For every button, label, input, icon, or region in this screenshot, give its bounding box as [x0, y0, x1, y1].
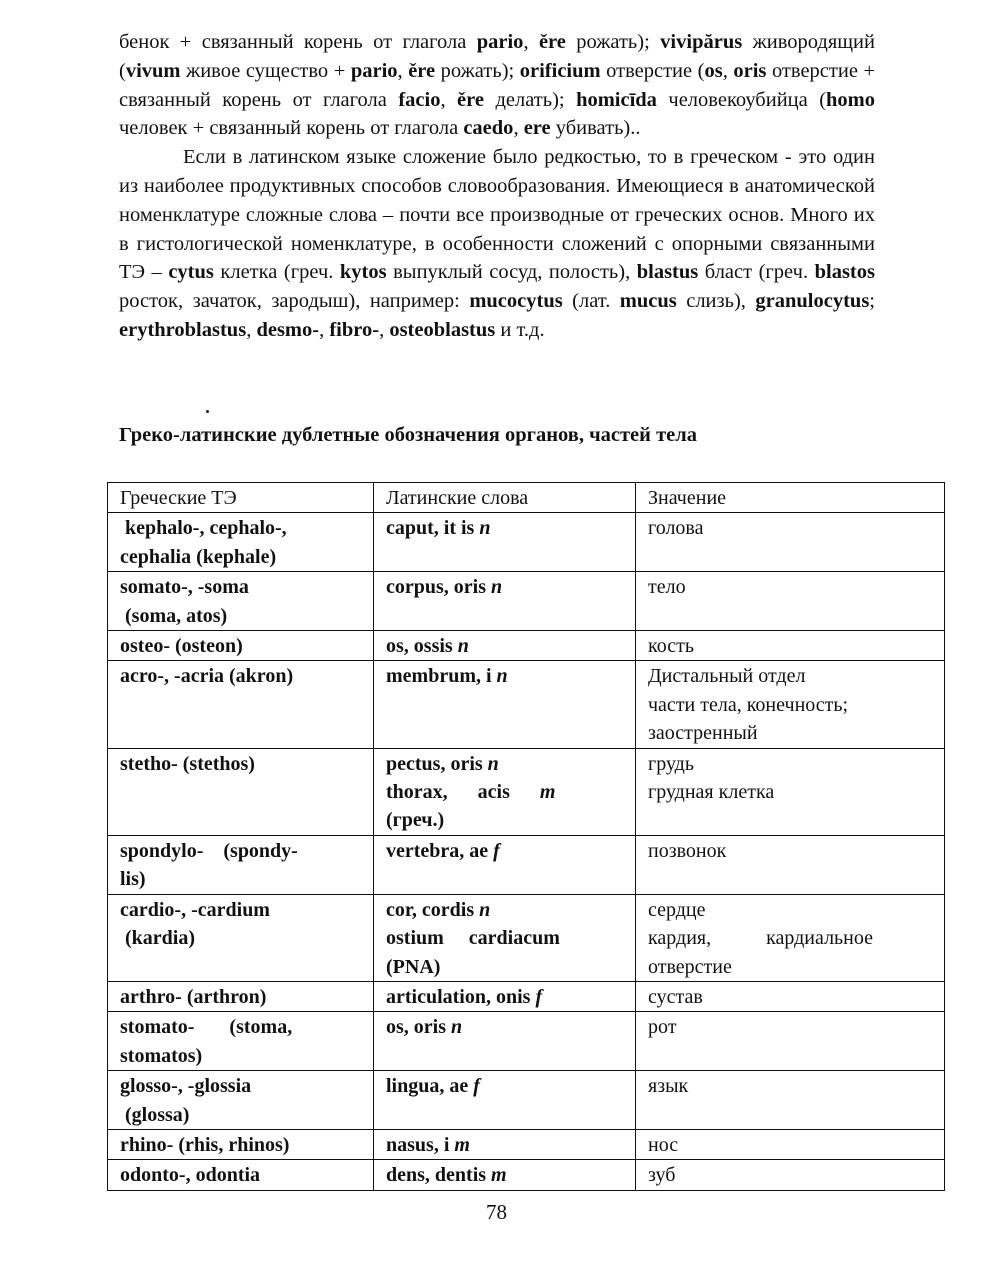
meaning-text: части тела, конечность; [648, 693, 849, 716]
cell-latin [374, 1071, 636, 1130]
bold-term: granulocytus [755, 290, 870, 313]
latin-term: membrum, i n [386, 665, 508, 688]
cell-greek [108, 1071, 374, 1130]
paragraph-2: Если в латинском языке сложение было редкостью, то в греческом - это один из наиболее продуктивных способов словообразования. Имеющиеся в анатомической номенклатуре сложные слова – почти все производные от греческих основ. Много их в гистологической номенклатуре, в особенности сложений с опорными связанными ТЭ – cytus клетка (греч. kytos выпуклый сосуд, полость), blastus бласт (греч. blastos росток, зачаток, зародыш), например: mucocytus (лат. mucus слизь), granulocytus; erythroblastus, desmo-, fibro-, osteoblastus и т.д. [119, 146, 875, 341]
meaning-text: кость [648, 635, 694, 658]
latin-term: dens, dentis m [386, 1164, 507, 1187]
meaning-text: голова [648, 517, 704, 540]
bold-term: homo [826, 88, 876, 111]
cell-greek [108, 661, 374, 748]
meaning-text: грудная клетка [648, 781, 775, 804]
gender-mark: n [457, 635, 469, 658]
cell-meaning [636, 981, 945, 1011]
meaning-text: кардия, кардиальное [648, 927, 873, 950]
cell-greek [108, 894, 374, 981]
gender-mark: n [496, 665, 508, 688]
table-header-row [108, 483, 945, 513]
latin-term: corpus, oris n [386, 576, 503, 599]
meaning-text: рот [648, 1016, 677, 1039]
bold-term: blastus [636, 261, 699, 284]
bold-term: mucocytus [469, 290, 563, 313]
cell-latin [374, 631, 636, 661]
latin-term: thorax, acis m [386, 781, 556, 804]
table-row [108, 572, 945, 631]
greek-term: spondylo- (spondy- [120, 839, 298, 862]
cell-latin [374, 1012, 636, 1071]
cell-greek [108, 1160, 374, 1190]
meaning-text: заостренный [648, 722, 758, 745]
table-row [108, 894, 945, 981]
cell-greek [108, 748, 374, 835]
cell-meaning [636, 748, 945, 835]
gender-mark: n [487, 752, 499, 775]
latin-term: lingua, ae f [386, 1075, 480, 1098]
latin-term: (греч.) [386, 809, 445, 832]
table-title: Греко-латинские дублетные обозначения органов, частей тела [119, 424, 698, 446]
greek-term: glosso-, -glossia [120, 1075, 252, 1098]
cell-greek [108, 835, 374, 894]
cell-latin [374, 1129, 636, 1159]
greek-term: kephalo-, cephalo-, [120, 517, 287, 540]
meaning-text: позвонок [648, 839, 727, 862]
cell-meaning [636, 631, 945, 661]
cell-meaning [636, 1129, 945, 1159]
cell-meaning [636, 1071, 945, 1130]
greek-term: cardio-, -cardium [120, 898, 270, 921]
meaning-text: отверстие [648, 955, 732, 978]
header-greek: Греческие ТЭ [108, 483, 374, 513]
meaning-text: грудь [648, 752, 694, 775]
paragraph-1: бенок + связанный корень от глагола pario, ěre рожать); vivipărus живородящий (vivum живое существо + pario, ěre рожать); orificium отверстие (os, oris отверстие + связанный корень от глагола facio, ěre делать); homicīda человекоубийца (homo человек + связанный корень от глагола caedo, ere убивать).. [119, 31, 876, 140]
table-row [108, 1012, 945, 1071]
bold-term: erythroblastus [119, 318, 247, 341]
meaning-text: сустав [648, 985, 703, 1008]
greek-term: arthro- (arthron) [120, 985, 267, 1008]
latin-term: (PNA) [386, 955, 441, 978]
table-row [108, 1071, 945, 1130]
latin-term: caput, it is n [386, 517, 491, 540]
greek-term: stomatos) [120, 1044, 203, 1067]
bold-term: oris [733, 59, 767, 82]
gender-mark: m [539, 781, 556, 804]
bold-term: facio [398, 88, 441, 111]
cell-greek [108, 631, 374, 661]
cell-greek [108, 513, 374, 572]
table-row [108, 661, 945, 748]
cell-latin [374, 748, 636, 835]
bold-term: kytos [339, 261, 387, 284]
greek-term: (glossa) [120, 1103, 190, 1126]
meaning-text: Дистальный отдел [648, 665, 806, 688]
bold-term: ěre [408, 59, 436, 82]
table-row [108, 513, 945, 572]
cell-greek [108, 981, 374, 1011]
doublets-table [107, 482, 945, 1191]
cell-meaning [636, 572, 945, 631]
table-row [108, 748, 945, 835]
greek-term: stetho- (stethos) [120, 752, 255, 775]
bold-term: fibro- [329, 318, 380, 341]
table-row [108, 981, 945, 1011]
latin-term: os, oris n [386, 1016, 463, 1039]
stray-dot [206, 410, 209, 413]
greek-term: cephalia (kephale) [120, 545, 277, 568]
cell-latin [374, 981, 636, 1011]
gender-mark: m [454, 1133, 470, 1156]
bold-term: ěre [457, 88, 484, 111]
cell-latin [374, 661, 636, 748]
greek-term: odonto-, odontia [120, 1164, 261, 1187]
cell-latin [374, 835, 636, 894]
table-row [108, 1129, 945, 1159]
meaning-text: нос [648, 1133, 679, 1156]
gender-mark: m [491, 1164, 507, 1187]
cell-greek [108, 1129, 374, 1159]
header-meaning: Значение [636, 483, 945, 513]
cell-meaning [636, 835, 945, 894]
meaning-text: зуб [648, 1164, 676, 1187]
gender-mark: n [479, 898, 491, 921]
gender-mark: n [479, 517, 491, 540]
cell-greek [108, 572, 374, 631]
bold-term: osteoblastus [389, 318, 496, 341]
bold-term: pario [350, 59, 398, 82]
gender-mark: f [535, 985, 543, 1008]
bold-term: pario [476, 31, 524, 53]
bold-term: vivum [125, 59, 181, 82]
latin-term: pectus, oris n [386, 752, 499, 775]
latin-term: vertebra, ae f [386, 839, 500, 862]
bold-term: blastos [814, 261, 875, 284]
latin-term: cor, cordis n [386, 898, 491, 921]
body-text [119, 28, 875, 345]
cell-meaning [636, 661, 945, 748]
latin-term: ostium cardiacum [386, 927, 560, 950]
greek-term: (soma, atos) [120, 604, 228, 627]
table-row [108, 631, 945, 661]
cell-latin [374, 513, 636, 572]
meaning-text: язык [648, 1075, 689, 1098]
bold-term: ěre [538, 31, 566, 53]
bold-term: cytus [168, 261, 214, 284]
greek-term: lis) [120, 868, 146, 891]
greek-term: somato-, -soma [120, 576, 249, 599]
greek-term: stomato- (stoma, [120, 1016, 293, 1039]
bold-term: vivipărus [660, 31, 743, 53]
table-row [108, 1160, 945, 1190]
header-latin: Латинские слова [374, 483, 636, 513]
bold-term: caedo [463, 117, 514, 140]
cell-meaning [636, 894, 945, 981]
gender-mark: n [451, 1016, 463, 1039]
bold-term: mucus [619, 290, 677, 313]
greek-term: osteo- (osteon) [120, 635, 243, 658]
gender-mark: f [473, 1075, 480, 1098]
cell-latin [374, 1160, 636, 1190]
greek-term: acro-, -acria (akron) [120, 665, 294, 688]
bold-term: homicīda [576, 88, 657, 111]
meaning-text: сердце [648, 898, 706, 921]
cell-latin [374, 572, 636, 631]
bold-term: orificium [519, 59, 601, 82]
greek-term: (kardia) [120, 927, 195, 950]
table-row [108, 835, 945, 894]
latin-term: articulation, onis f [386, 985, 543, 1008]
cell-meaning [636, 1012, 945, 1071]
bold-term: ere [523, 117, 551, 140]
page-number: 78 [486, 1200, 507, 1224]
meaning-text: тело [648, 576, 686, 599]
latin-term: nasus, i m [386, 1133, 470, 1156]
bold-term: os [704, 59, 723, 82]
cell-meaning [636, 513, 945, 572]
bold-term: desmo- [256, 318, 320, 341]
gender-mark: f [493, 839, 500, 862]
cell-latin [374, 894, 636, 981]
latin-term: os, ossis n [386, 635, 469, 658]
greek-term: rhino- (rhis, rhinos) [120, 1133, 290, 1156]
cell-greek [108, 1012, 374, 1071]
gender-mark: n [491, 576, 503, 599]
cell-meaning [636, 1160, 945, 1190]
